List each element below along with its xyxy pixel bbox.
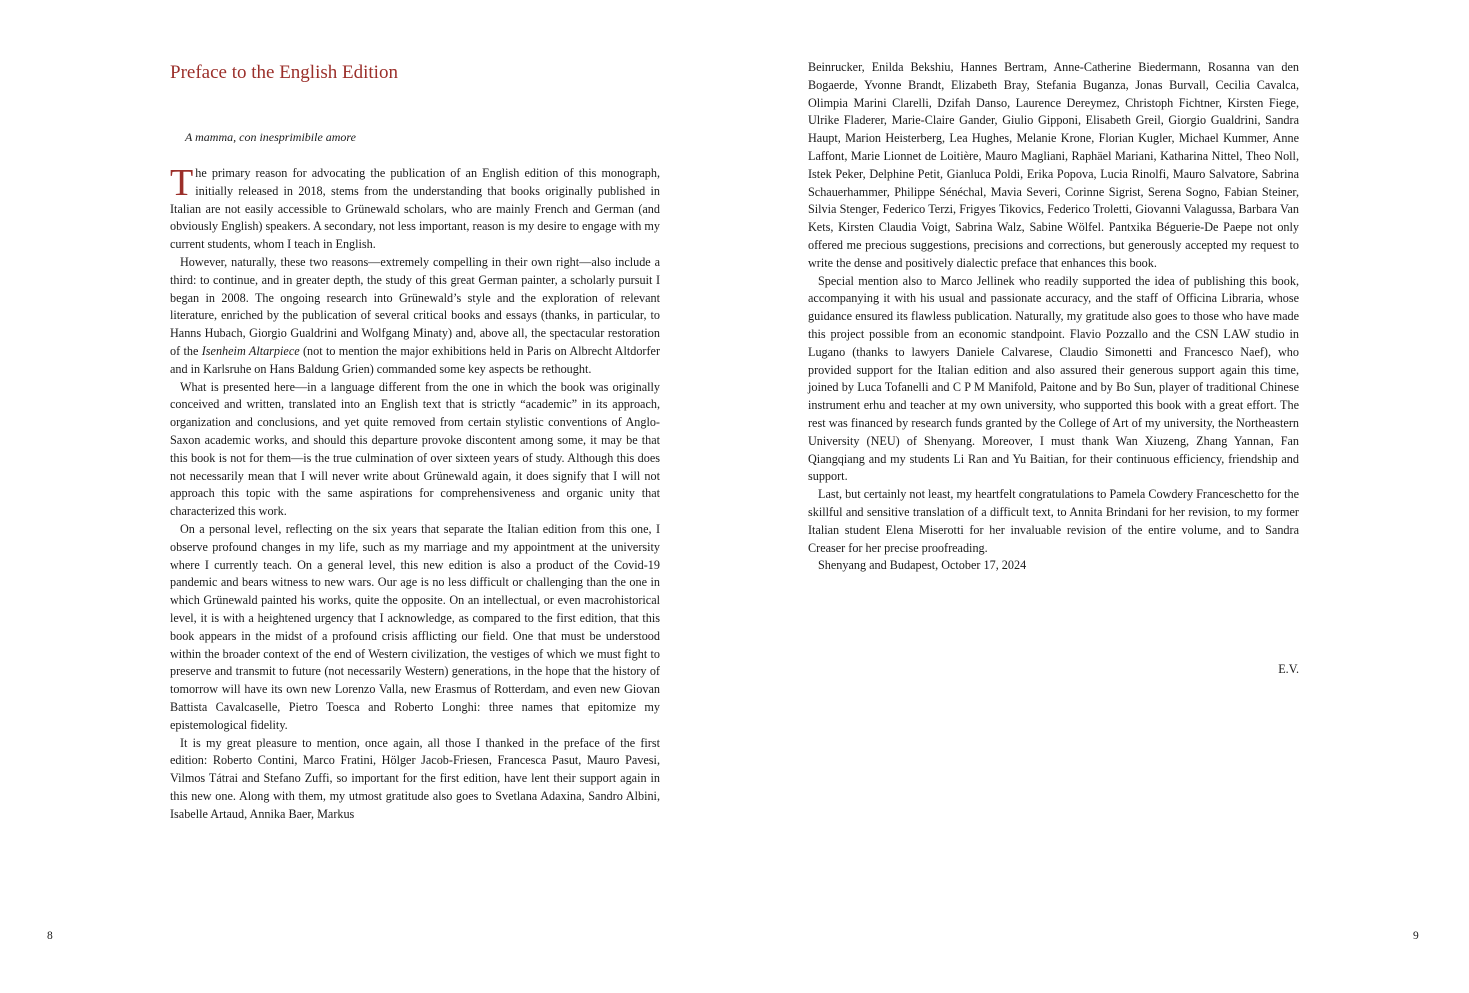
right-page — [734, 0, 1469, 993]
paragraph-reasons-a: However, naturally, these two reasons—extremely compelling in their own right—also include a third: to continue, and in greater depth, the study of this great German painter, a scholarly pursuit I began in 2008. The ongoing research into Grünewald’s style and the exploration of relevant literature, enriched by the publication of several critical books and essays (thanks, in particular, to Hanns Hubach, Giorgio Gualdrini and Wolfgang Minaty) and, above all, the spectacular restoration of the — [170, 254, 660, 358]
dedication: A mamma, con inesprimibile amore — [185, 130, 356, 144]
left-text-column — [170, 162, 661, 823]
paragraph-reasons-b: (not to mention the major exhibitions held in Paris on Albrecht Altdorfer and in Karlsruhe on Hans Baldung Grien) commanded some key aspects be rethought. — [170, 343, 661, 376]
right-text-column — [808, 59, 1299, 575]
paragraph-intro-text: he primary reason for advocating the publication of an English edition of this monograph, initially released in 2018, stems from the understanding that books originally published in Italian are not easily accessible to Grünewald scholars, who are mainly French and German (and obviously English) speakers. A secondary, not less important, reason is my desire to engage with my current students, whom I teach in English. — [170, 166, 660, 252]
place-and-date: Shenyang and Budapest, October 17, 2024 — [818, 558, 1027, 573]
isenheim-altarpiece-title: Isenheim Altarpiece — [201, 343, 300, 358]
author-initials: E.V. — [1278, 662, 1299, 676]
paragraph-intro — [170, 162, 660, 254]
page-number-left: 8 — [47, 930, 53, 942]
paragraph-thanks: It is my great pleasure to mention, once again, all those I thanked in the preface of the first edition: Roberto Contini, Marco Fratini, Hölger Jacob-Friesen, Francesca Pasut, Mauro Pavesi, Vilmos Tátrai and Stefano Zuffi, so important for the first edition, have lent their support again in this new one. Along with them, my utmost gratitude also goes to Svetlana Adaxina, Sandro Albini, Isabelle Artaud, Annika Baer, Markus — [170, 735, 660, 821]
preface-title: Preface to the English Edition — [170, 62, 398, 83]
paragraph-reasons — [170, 254, 660, 379]
left-page — [0, 0, 734, 993]
paragraph-congratulations: Last, but certainly not least, my heartfelt congratulations to Pamela Cowdery Franceschetto for the skillful and sensitive translation of a difficult text, to Annita Brindani for her revision, to my former Italian student Elena Miserotti for her invaluable revision of the entire volume, and to Sandra Creaser for her precise proofreading. — [808, 487, 1299, 555]
paragraph-personal: On a personal level, reflecting on the six years that separate the Italian edition from this one, I observe profound changes in my life, such as my marriage and my appointment at the university where I currently teach. On a general level, this new edition is also a product of the Covid-19 pandemic and bears witness to new wars. Our age is no less difficult or challenging than the one in which Grünewald painted his works, quite the opposite. On an intellectual, or even macrohistorical level, it is with a heightened urgency that I acknowledge, as compared to the first edition, that this book appears in the midst of a profound crisis afflicting our field. One that must be understood within the broader context of the end of Western civilization, the vestiges of which we must fight to preserve and transmit to future (not necessarily Western) generations, in the hope that the history of tomorrow will have its own new Lorenzo Valla, new Erasmus of Rotterdam, and even new Giovan Battista Cavalcaselle, Pietro Toesca and Roberto Longhi: three names that epitomize my epistemological fidelity. — [170, 521, 660, 732]
paragraph-special-mention: Special mention also to Marco Jellinek who readily supported the idea of publishing this book, accompanying it with his usual and passionate accuracy, and the staff of Officina Libraria, whose guidance ensured its flawless publication. Naturally, my gratitude also goes to those who have made this project possible from an economic standpoint. Flavio Pozzallo and the CSN LAW studio in Lugano (thanks to lawyers Daniele Calvarese, Claudio Simonetti and Francesco Naef), who provided support for the Italian edition and also assured their generous support again this time, joined by Luca Tofanelli and C P M Manifold, Paitone and by Bo Sun, player of traditional Chinese instrument erhu and teacher at my own university, who supported this book with a great effort. The rest was financed by research funds granted by the College of Art of my university, the Northeastern University (NEU) of Shenyang. Moreover, I must thank Wan Xiuzeng, Zhang Yannan, Fan Qiangqiang and my students Li Ran and Yu Baitian, for their continuous efficiency, friendship and support. — [808, 273, 1299, 484]
drop-cap: T — [170, 162, 194, 204]
page-number-right: 9 — [1413, 930, 1419, 942]
paragraph-thanks-continued: Beinrucker, Enilda Bekshiu, Hannes Bertram, Anne-Catherine Biedermann, Rosanna van den Bogaerde, Yvonne Brandt, Elizabeth Bray, Stefania Buganza, Jonas Burvall, Cecilia Cavalca, Olimpia Marini Clarelli, Dzifah Danso, Laurence Dereymez, Christoph Fichtner, Kirsten Fiege, Ulrike Fladerer, Marie-Claire Gander, Giulio Gipponi, Elisabeth Greil, Giorgio Gualdrini, Sandra Haupt, Marion Heisterberg, Lea Hughes, Melanie Krone, Florian Kugler, Michael Kummer, Anne Laffont, Marie Lionnet de Loitière, Mauro Magliani, Raphäel Mariani, Katharina Nittel, Theo Noll, Istek Peker, Delphine Petit, Gianluca Poldi, Erika Popova, Lucia Rinolfi, Mauro Salvatore, Sabrina Schauerhammer, Philippe Sénéchal, Mavia Severi, Corinne Sigrist, Serena Sogno, Fabian Steiner, Silvia Stenger, Federico Terzi, Frigyes Tikovics, Federico Troletti, Giovanni Valagussa, Barbara Van Kets, Kirsten Claudia Voigt, Sabrina Walz, Sabine Wölfel. Pantxika Béguerie-De Paepe not only offered me precious suggestions, precisions and corrections, but generously accepted my request to write the dense and positively dialectic preface that enhances this book. — [808, 60, 1299, 270]
paragraph-presentation: What is presented here—in a language different from the one in which the book was originally conceived and written, translated into an English text that is strictly “academic” in its approach, organization and conclusions, and yet quite removed from certain stylistic conventions of Anglo-Saxon academic works, and should this departure provoke discontent among some, it may be that this book is not for them—is the true culmination of over sixteen years of study. Although this does not necessarily mean that I will never write about Grünewald again, it does signify that I will not approach this topic with the same aspirations for comprehensiveness and organic unity that characterized this work. — [170, 379, 660, 519]
